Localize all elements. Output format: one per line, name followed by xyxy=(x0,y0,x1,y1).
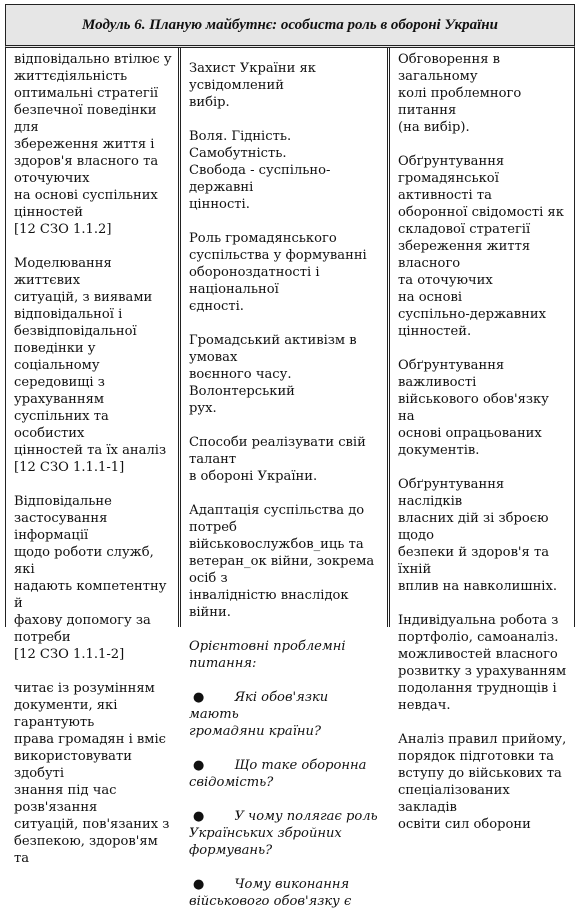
question-item xyxy=(189,757,381,791)
column-content xyxy=(181,48,390,909)
bullet-icon: ● xyxy=(193,809,205,824)
bullet-icon: ● xyxy=(193,877,205,892)
question-item xyxy=(189,808,381,859)
question-text: Чому виконання військового обов'язку є xyxy=(189,877,352,909)
result-paragraph: Відповідальне застосування інформації щодо роботи служб, які надають компетентну й фахову допомогу за потреби [12 СЗО 1.1.1-2] xyxy=(14,494,167,662)
result-paragraph: Моделювання життєвих ситуацій, з виявами відповідальної і безвідповідальної поведінки у соціальному середовищі з урахуванням суспільних та особистих цінностей та їх аналіз [12 СЗО 1.1.1-1] xyxy=(14,256,167,475)
question-text: У чому полягає роль Українських збройних формувань? xyxy=(189,809,378,858)
question-item xyxy=(189,689,381,740)
bullet-icon: ● xyxy=(193,690,205,705)
activity-paragraph: Аналіз правил прийому, порядок підготовки та вступу до військових та спеціалізованих закладів освіти сил оборони xyxy=(398,732,567,832)
column-expected-results xyxy=(5,48,181,866)
content-paragraph: Воля. Гідність. Самобутність. Свобода - суспільно-державні цінності. xyxy=(189,129,331,212)
question-text: Що таке оборонна свідомість? xyxy=(189,758,367,790)
question-item xyxy=(189,876,381,910)
activity-paragraph: Індивідуальна робота з портфоліо, самоаналіз. можливостей власного розвитку з урахуванням подолання труднощів і невдач. xyxy=(398,613,567,713)
result-paragraph: відповідально втілює у життєдіяльність оптимальні стратегії безпечної поведінки для збереження життя і здоров'я власного та оточуючих на основі суспільних цінностей [12 СЗО 1.1.2] xyxy=(14,52,172,237)
module-title: Модуль 6. Планую майбутнє: особиста роль в обороні України xyxy=(82,16,498,33)
column-activities xyxy=(390,48,575,832)
bullet-icon: ● xyxy=(193,758,205,773)
activity-paragraph: Обговорення в загальному колі проблемного питання (на вибір). xyxy=(398,52,522,135)
activity-paragraph: Обґрунтування важливості військового обов'язку на основі опрацьованих документів. xyxy=(398,358,549,458)
questions-heading: Орієнтовні проблемні питання: xyxy=(189,639,346,671)
module-header xyxy=(5,4,575,48)
content-paragraph: Роль громадянського суспільства у формуванні обороноздатності і національної єдності. xyxy=(189,231,367,314)
content-paragraph: Громадський активізм в умовах воєнного часу. Волонтерський рух. xyxy=(189,333,357,416)
activity-paragraph: Обґрунтування громадянської активності та оборонної свідомості як складової стратегії збереження життя власного та оточуючих на основі суспільно-державних цінностей. xyxy=(398,154,564,339)
result-paragraph: читає із розумінням документи, які гарантують права громадян і вміє використовувати здобуті знання під час розв'язання ситуацій, пов'язаних з безпекою, здоров'ям та xyxy=(14,681,170,866)
activity-paragraph: Обґрунтування наслідків власних дій зі зброєю щодо безпеки й здоров'я та їхній вплив на навколишніх. xyxy=(398,477,558,594)
content-paragraph: Адаптація суспільства до потреб військовослужбов_иць та ветеран_ок війни, зокрема осіб з інвалідністю внаслідок війни. xyxy=(189,503,375,620)
content-paragraph: Способи реалізувати свій талант в обороні України. xyxy=(189,435,366,484)
content-paragraph: Захист України як усвідомлений вибір. xyxy=(189,61,316,110)
question-text: Які обов'язки мають громадяни країни? xyxy=(189,690,329,739)
